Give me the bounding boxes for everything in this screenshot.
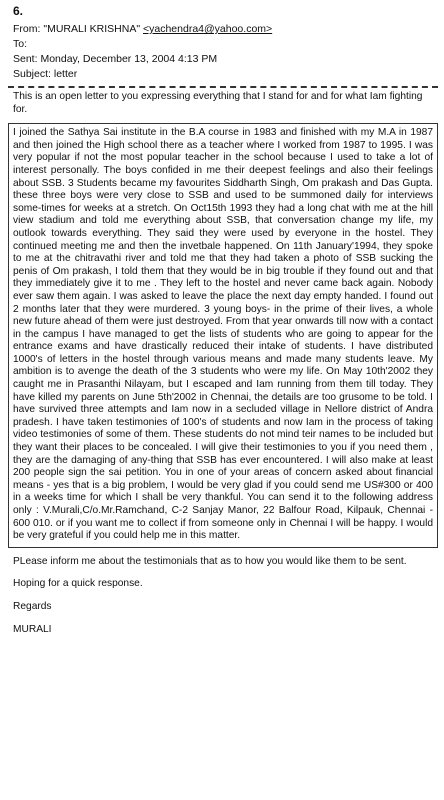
from-line <box>13 22 438 37</box>
subject-label: Subject: <box>13 68 51 80</box>
regards-line: Regards <box>13 600 52 612</box>
sent-line <box>13 52 438 67</box>
letter-body-text: I joined the Sathya Sai institute in the B.A course in 1983 and finished with my M.A in 1987 and then joined the High school there as a teacher where I worked from 1987 to 1995. I was very popular if not the most popular teacher in the school because I used to take a lot of interest personally. The boys confided in me their deepest feelings and also their feelings about SSB. 3 Students became my favourites Siddharth Singh, Om prakash and Das Gupta. these three boys were very close to SSB and used to be summoned daily for interviews some-times for weeks at a stretch. On Oct15th 1993 they had a long chat with me at the hill view stadium and told me everything about SSB, that conversation change my life, my outlook towards everything. They said they were used by everyone in the hostel. They continued meeting me and then the invetbale happened. On 11th January'1994, they spoke to me at the chitravathi river and told me that they had taken a photo of SSB sucking the penis of Om prakash, I told them that they would be in big trouble if they found out and that they immediately give it to me . They left to the hostel and never came back again. Nobody ever saw them again. I was asked to leave the place the next day empty handed. I found out 2 months later that they were murdered. 3 young boys- in the prime of their lives, a whole new future ahead of them were just destroyed. From that year onwards till now with a contact in the campus I have managed to get the lists of students who are going to appear for the entrance exams and have drastically reduced their intake of students. I have distributed 1000's of letters in the hostel through various means and made many students leave. My ambition is to avenge the death of the 3 students who were my life. On May 10th'2002 they caught me in Prasanthi Nilayam, but I escaped and Iam running from them till today. They have killed my parents on June 5th'2002 in Chennai, the details are too grusome to be told. I have survived three attempts and Iam now in a secluded village in Nellore district of Andra pradesh. I have taken testimonies of 100's of students and now Iam in the process of taking video testimonies of some of them. These students do not mind teir names to be included but they want their places to be concealed. I will give their testimonies to you if you need them , they are the damaging of any-thing that SSB has ever encountered. I will also make at least 200 people sign the sai petition. You in one of your areas of concern asked about financial means - yes that is a big problem, I would be very glad if you could send me US#300 or 400 in a weeks time for which I shall be very thankful. You can send it to the following address only : V.Murali,C/o.Mr.Ramchand, C-2 Sanjay Manor, 22 Balfour Road, Kilpauk, Chennai - 600 010. or if you want me to collect if from someone only in Chennai I will be happy. I would be very grateful if you could help me in this matter. <box>13 127 433 542</box>
from-email-address: <yachendra4@yahoo.com> <box>143 23 273 35</box>
hoping-line: Hoping for a quick response. <box>13 578 143 590</box>
header-divider <box>8 86 438 88</box>
sent-value: Monday, December 13, 2004 4:13 PM <box>40 53 218 65</box>
document-number: 6. <box>13 4 24 18</box>
from-label: From: <box>13 23 41 35</box>
subject-line <box>13 67 438 82</box>
to-label: To: <box>13 38 28 50</box>
letter-body-box <box>8 123 438 548</box>
sent-label: Sent: <box>13 53 38 65</box>
intro-paragraph: This is an open letter to you expressing everything that I stand for and for what Iam fighting for. <box>13 91 423 115</box>
subject-value: letter <box>53 68 78 80</box>
closing-paragraph: PLease inform me about the testimonials that as to how you would like them to be sent. <box>13 555 407 567</box>
signature-name: MURALI <box>13 623 52 635</box>
to-line <box>13 37 438 52</box>
from-name: "MURALI KRISHNA" <box>43 23 141 35</box>
